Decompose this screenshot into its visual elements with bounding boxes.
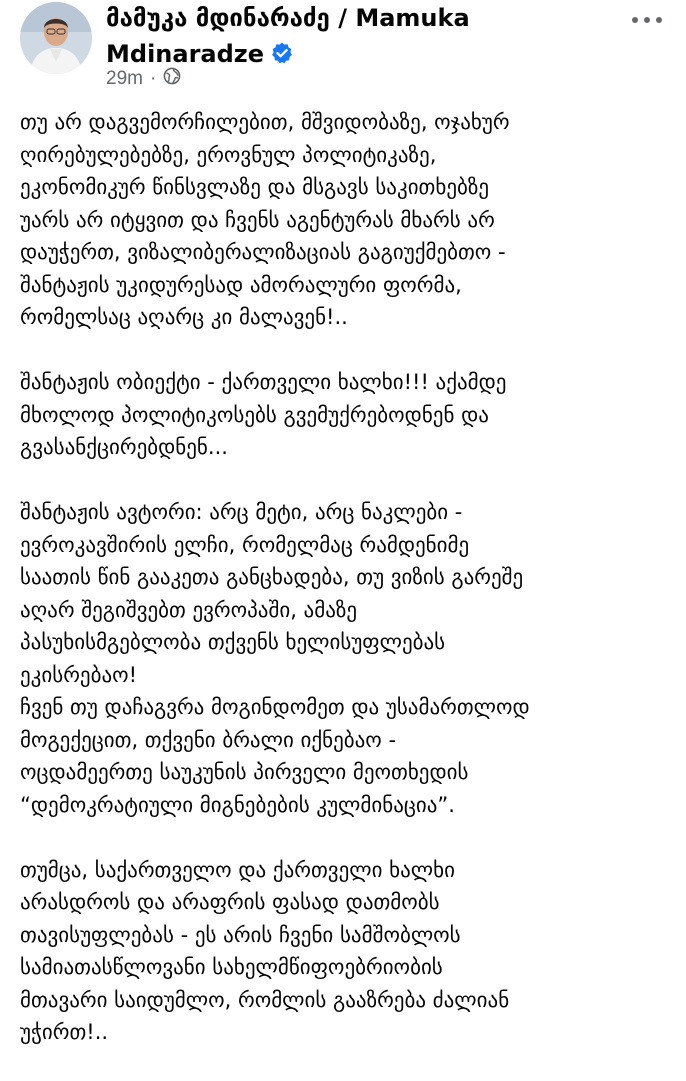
post-text-line: თუმცა, საქართველო და ქართველი ხალხი [20, 857, 455, 882]
post-text-line: თუ არ დაგვემორჩილებით, მშვიდობაზე, ოჯახურ [20, 110, 510, 134]
post-text-line: უჭირთ!.. [20, 1020, 109, 1044]
post-text-line: მოგექეცით, თქვენი ბრალი იქნებაო - [20, 727, 397, 752]
post-header [0, 0, 686, 100]
globe-icon [163, 67, 181, 91]
post-text-line: ჩვენ თუ დაჩაგვრა მოგინდომეთ და უსამართლოდ [20, 695, 530, 719]
post-text-line: პასუხისმგებლობა თქვენს ხელისუფლებას [20, 630, 446, 654]
author-name-line2: Mdinaradze [106, 40, 265, 68]
verified-badge-icon [270, 39, 294, 75]
post-paragraph [20, 496, 670, 821]
post-text-line: “დემოკრატიული მიგნებების კულმინაცია”. [20, 792, 455, 817]
post-text-line: აღარ შეგიშვებთ ევროპაში, ამაზე [20, 597, 358, 622]
avatar[interactable] [20, 2, 92, 74]
post-text-line: შანტაჟის უკიდურესად ამორალური ფორმა, [20, 272, 462, 297]
post-text-line: შანტაჟის ავტორი: არც მეტი, არც ნაკლები - [20, 500, 463, 524]
more-dot-icon [632, 17, 638, 23]
post-text-line: დაუჭერთ, ვიზალიბერალიზაციას გაგიუქმებთო - [20, 240, 506, 264]
post-text-line: არასდროს და არაფრის ფასად დათმობს [20, 890, 440, 914]
post-text-line: რომელსაც აღარც კი მალავენ!.. [20, 305, 348, 329]
author-name-line1: მამუკა მდინარაძე / Mamuka [106, 4, 470, 32]
post-text-line: მთავარი საიდუმლო, რომლის გააზრება ძალიან [20, 987, 510, 1012]
post-text-line: ეკონომიკურ წინსვლაზე და მსგავს საკითხებზე [20, 175, 490, 199]
author-name[interactable] [106, 0, 606, 75]
post-meta [106, 68, 181, 90]
post-text-line: თავისუფლებას - ეს არის ჩვენი სამშობლოს [20, 922, 461, 947]
profile-photo [20, 2, 92, 74]
post-text-line: ოცდამეერთე საუკუნის პირველი მეოთხედის [20, 760, 469, 784]
more-dot-icon [644, 17, 650, 23]
meta-separator: · [149, 68, 157, 89]
post-text-line: მხოლოდ პოლიტიკოსებს გვემუქრებოდნენ და [20, 402, 489, 427]
post-text-line: ეკისრებაო! [20, 662, 138, 687]
post-text-line: გვასანქცირებდნენ... [20, 435, 228, 459]
more-dot-icon [656, 17, 662, 23]
post-text-line: ღირებულებებზე, ეროვნულ პოლიტიკაზე, [20, 142, 437, 167]
post-paragraph [20, 106, 670, 334]
post-text-line: უარს არ იტყვით და ჩვენს აგენტურას მხარს არ [20, 207, 495, 232]
post-body [20, 106, 670, 1081]
post-text-line: ევროკავშირის ელჩი, რომელმაც რამდენიმე [20, 532, 470, 557]
post-text-line: შანტაჟის ობიექტი - ქართველი ხალხი!!! აქამდე [20, 370, 507, 394]
post-time[interactable]: 29m [106, 68, 143, 89]
post-text-line: საათის წინ გააკეთა განცხადება, თუ ვიზის გარეშე [20, 565, 524, 589]
more-options-button[interactable] [632, 10, 662, 30]
post-paragraph [20, 366, 670, 464]
post-text-line: სამიათასწლოვანი სახელმწიფოებრიობის [20, 955, 443, 979]
post-paragraph [20, 854, 670, 1049]
